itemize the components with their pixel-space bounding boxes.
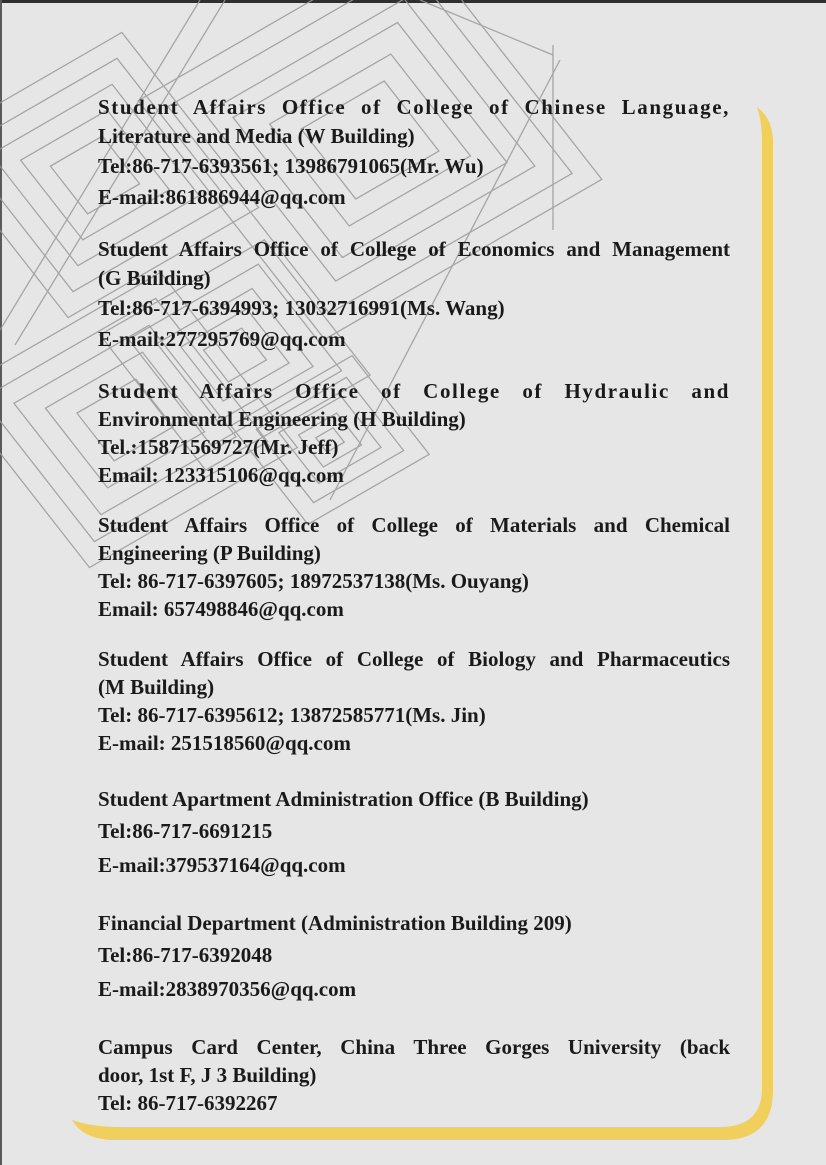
contact-block-economics	[98, 235, 730, 355]
contact-tel: Tel: 86-717-6395612; 13872585771(Ms. Jin)	[98, 703, 486, 727]
contact-title-line: Student Affairs Office of College of Economics and Management	[98, 237, 730, 261]
contact-title-line: Student Apartment Administration Office (B Building)	[98, 787, 589, 811]
contact-block-materials	[98, 511, 730, 623]
contact-title-line: Environmental Engineering (H Building)	[98, 407, 466, 431]
contact-email: E-mail: 251518560@qq.com	[98, 731, 351, 755]
contact-title-line: Student Affairs Office of College of Chinese Language,	[98, 95, 730, 119]
contact-title-line: Student Affairs Office of College of Materials and Chemical	[98, 513, 730, 537]
contact-email: E-mail:277295769@qq.com	[98, 327, 346, 351]
contact-email: Email: 123315106@qq.com	[98, 463, 344, 487]
contact-tel: Tel: 86-717-6392267	[98, 1091, 278, 1115]
contact-email: Email: 657498846@qq.com	[98, 597, 344, 621]
contact-block-hydraulic	[98, 377, 730, 489]
contact-title-line: Engineering (P Building)	[98, 541, 321, 565]
contact-email: E-mail:2838970356@qq.com	[98, 977, 357, 1001]
contact-block-biology	[98, 645, 730, 757]
contact-title-line: Student Affairs Office of College of Hydraulic and	[98, 379, 730, 403]
contact-tel: Tel:86-717-6394993; 13032716991(Ms. Wang)	[98, 296, 505, 320]
contact-tel: Tel:86-717-6691215	[98, 819, 273, 843]
contact-block-chinese-language	[98, 93, 730, 213]
contact-email: E-mail:861886944@qq.com	[98, 185, 346, 209]
contact-list	[98, 93, 730, 1117]
contact-tel: Tel:86-717-6393561; 13986791065(Mr. Wu)	[98, 154, 484, 178]
contact-title-line: (M Building)	[98, 675, 215, 699]
contact-block-campus-card	[98, 1033, 730, 1117]
contact-block-apartment	[98, 784, 730, 883]
contact-tel: Tel:86-717-6392048	[98, 943, 273, 967]
contact-tel: Tel.:15871569727(Mr. Jeff)	[98, 435, 339, 459]
contact-block-financial	[98, 908, 730, 1007]
contact-title-line: Financial Department (Administration Building 209)	[98, 911, 572, 935]
contact-email: E-mail:379537164@qq.com	[98, 853, 346, 877]
contact-title-line: Student Affairs Office of College of Biology and Pharmaceutics	[98, 647, 730, 671]
contact-tel: Tel: 86-717-6397605; 18972537138(Ms. Ouyang)	[98, 569, 529, 593]
contact-title-line: Literature and Media (W Building)	[98, 124, 415, 148]
contact-title-line: (G Building)	[98, 266, 211, 290]
contact-title-line: door, 1st F, J 3 Building)	[98, 1063, 317, 1087]
contact-title-line: Campus Card Center, China Three Gorges University (back	[98, 1035, 730, 1059]
